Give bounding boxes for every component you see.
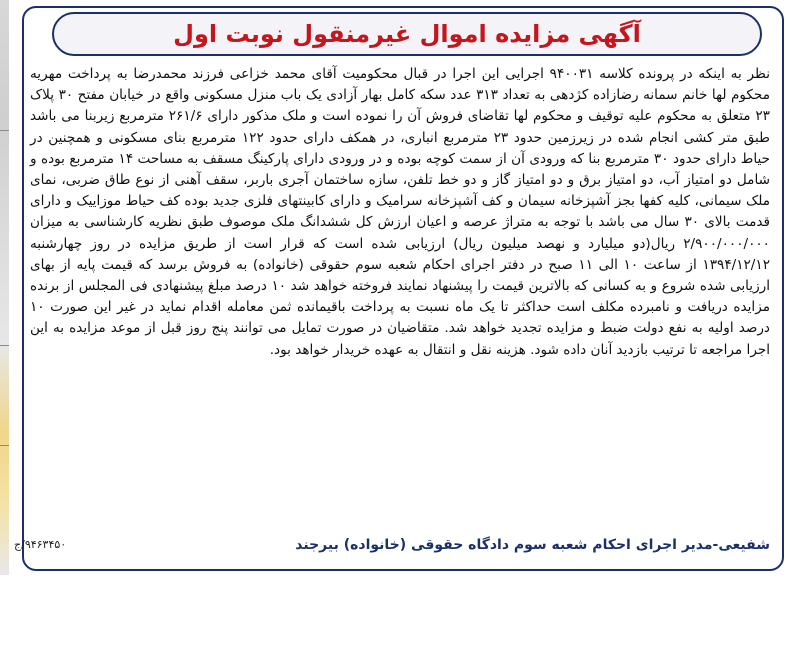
notice-body: نظر به اینکه در پرونده کلاسه ۹۴۰۰۳۱ اجرایی این اجرا در قبال محکومیت آقای محمد خزاعی فرزند محمدرضا به پرداخت مهریه محکوم لها خانم سمانه رضازاده کژدهی به تعداد ۳۱۳ عدد سکه کامل بهار آزادی یک باب منزل مسکونی واقع در خیابان مفتح ۳۰ پلاک ۲۳ متعلق به محکوم علیه توقیف و محکوم لها تقاضای فروش آن را نموده است و ملک مذکور دارای ۲۶۱/۶ مترمربع زیربنا می باشد طبق متر کشی انجام شده در زیرزمین حدود ۲۳ مترمربع انباری، در همکف دارای حدود ۱۲۲ مترمربع بنای مسکونی و همچنین در حیاط دارای حدود ۳۰ مترمربع بنا که ورودی آن از سمت کوچه بوده و در ورودی دارای پارکینگ مسقف به مساحت ۱۴ مترمربع بوده و شامل دو امتیاز آب، دو امتیاز برق و دو امتیاز گاز و دو خط تلفن، سازه ساختمان آجری باربر، سقف آهنی از نوع طاق ضربی، نمای ملک سیمانی، کلیه کفها بجز آشپزخانه سیمان و کف آشپزخانه سرامیک و دارای کابینتهای فلزی جدید بوده کف حیاط موزاییک و دارای قدمت بالای ۳۰ سال می باشد با توجه به متراژ عرصه و اعیان ارزش کل ششدانگ ملک موصوف طبق نظریه کارشناسی به میزان ۲/۹۰۰/۰۰۰/۰۰۰ ریال(دو میلیارد و نهصد میلیون ریال) ارزیابی شده است که قرار است از طریق مزایده در روز چهارشنبه ۱۳۹۴/۱۲/۱۲ از ساعت ۱۰ الی ۱۱ صبح در دفتر اجرای احکام شعبه سوم حقوقی (خانواده) به فروش برسد که قیمت پایه از بهای ارزیابی شده شروع و به کسانی که بالاترین قیمت را پیشنهاد نمایند فروخته خواهد شد ۱۰ درصد مبلغ پیشنهادی فی المجلس از برنده مزایده دریافت و نامبرده مکلف است حداکثر تا یک ماه نسبت به پرداخت باقیمانده ثمن معامله اقدام نماید در غیر این صورت ۱۰ درصد اولیه به نفع دولت ضبط و مزایده تجدید خواهد شد. متقاضیان در صورت تمایل می توانند پنج روز قبل از موعد مزایده به این اجرا مراجعه تا ترتیب بازدید آنان داده شود. هزینه نقل و انتقال به عهده خریدار خواهد بود. (30, 66, 770, 358)
strip-divider (0, 345, 9, 346)
title-banner (52, 12, 762, 56)
notice-title: آگهی مزایده اموال غیرمنقول نوبت اول (173, 20, 641, 48)
left-margin-strip (0, 0, 9, 575)
reference-code: ۹۴۶۳۴۵۰/ج (14, 538, 67, 551)
strip-divider (0, 445, 9, 446)
strip-divider (0, 130, 9, 131)
notice-signature: شفیعی-مدیر اجرای احکام شعبه سوم دادگاه حقوقی (خانواده) بیرجند (295, 537, 770, 553)
